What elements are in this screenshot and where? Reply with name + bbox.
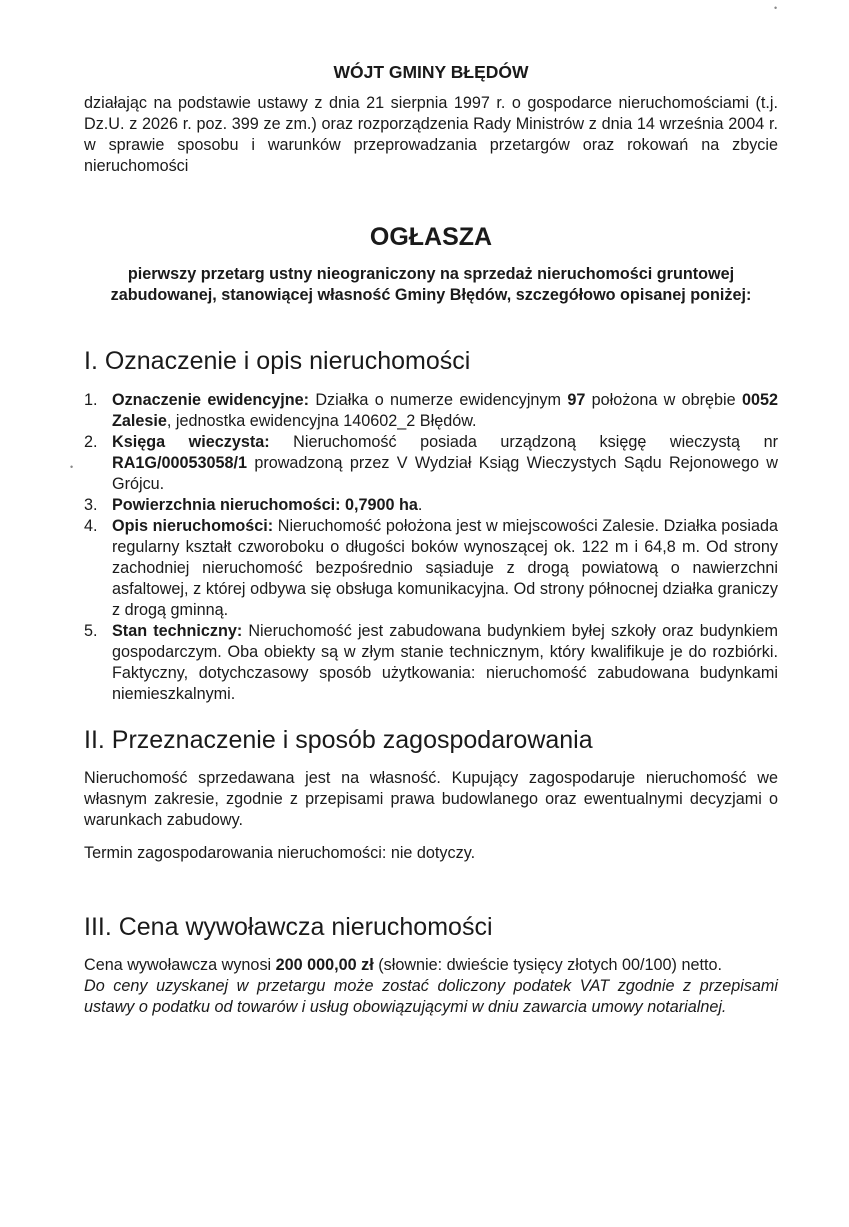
section-3-title: III. Cena wywoławcza nieruchomości — [84, 913, 493, 941]
list-item-number: 3. — [84, 496, 98, 514]
list-item-number: 5. — [84, 622, 98, 640]
announces-heading: OGŁASZA — [369, 223, 493, 251]
section-2-title: II. Przeznaczenie i sposób zagospodarowania — [84, 726, 593, 754]
price-prefix: Cena wywoławcza wynosi — [84, 956, 276, 974]
property-details-list — [84, 390, 778, 705]
item-text: położona w obrębie — [585, 391, 742, 409]
legal-basis-paragraph: działając na podstawie ustawy z dnia 21 sierpnia 1997 r. o gospodarce nieruchomościami (t.j. Dz.U. z 2026 r. poz. 399 ze zm.) oraz rozporządzenia Rady Ministrów z dnia 14 września 2004 r. w sprawie sposobu i warunków przeprowadzania przetargów oraz rokowań na zbycie nieruchomości — [84, 94, 778, 175]
section-1-title: I. Oznaczenie i opis nieruchomości — [84, 347, 471, 375]
list-item-number: 4. — [84, 517, 98, 535]
price-value: 200 000,00 zł — [275, 956, 374, 974]
vat-note: Do ceny uzyskanej w przetargu może zostać doliczony podatek VAT zgodnie z przepisami ustawy o podatku od towarów i usług obowiązującymi w dniu zawarcia umowy notarialnej. — [84, 977, 778, 1016]
item-text: prowadzoną przez V Wydział Ksiąg Wieczystych Sądu Rejonowego w Grójcu. — [112, 454, 778, 493]
precinct-name: 0052 Zalesie — [112, 391, 778, 430]
item-text: Nieruchomość posiada urządzoną księgę wieczystą nr — [269, 433, 778, 451]
list-item-land-register — [84, 432, 778, 495]
item-label: Powierzchnia nieruchomości: 0,7900 ha — [112, 496, 418, 514]
item-label: Stan techniczny: — [112, 622, 243, 640]
scan-speck: • — [70, 462, 74, 472]
list-item-area — [84, 495, 778, 516]
price-suffix: (słownie: dwieście tysięcy złotych 00/100) netto. — [373, 956, 722, 974]
item-text: . — [417, 496, 423, 514]
tender-subject: pierwszy przetarg ustny nieograniczony na sprzedaż nieruchomości gruntowej zabudowanej, stanowiącej własność Gminy Błędów, szczegółowo opisanej poniżej: — [110, 265, 752, 304]
list-item-designation — [84, 390, 778, 432]
list-item-technical-condition — [84, 621, 778, 705]
item-label: Oznaczenie ewidencyjne: — [112, 391, 310, 409]
purpose-paragraph: Nieruchomość sprzedawana jest na własność. Kupujący zagospodaruje nieruchomość we własnym zakresie, zgodnie z przepisami prawa budowlanego oraz ewentualnymi decyzjami o warunkach zabudowy. — [84, 769, 778, 829]
development-deadline: Termin zagospodarowania nieruchomości: nie dotyczy. — [84, 844, 476, 862]
starting-price-paragraph — [84, 955, 778, 976]
list-item-number: 2. — [84, 433, 98, 451]
scan-speck: • — [774, 3, 778, 13]
item-label: Księga wieczysta: — [112, 433, 270, 451]
list-item-number: 1. — [84, 391, 98, 409]
item-text: Nieruchomość jest zabudowana budynkiem byłej szkoły oraz budynkiem gospodarczym. Oba obiekty są w złym stanie technicznym, który kwalifikuje je do rozbiórki. Faktyczny, dotychczasowy sposób użytkowania: nieruchomość zabudowana budynkami niemieszkalnymi. — [112, 622, 778, 703]
parcel-number: 97 — [567, 391, 586, 409]
item-text: , jednostka ewidencyjna 140602_2 Błędów. — [166, 412, 477, 430]
land-register-number: RA1G/00053058/1 — [112, 454, 247, 472]
item-label: Opis nieruchomości: — [112, 517, 274, 535]
item-text: Działka o numerze ewidencyjnym — [309, 391, 568, 409]
item-text: Nieruchomość położona jest w miejscowości Zalesie. Działka posiada regularny kształt czworoboku o długości boków wynoszącej ok. 122 m i 64,8 m. Od strony zachodniej nieruchomość bezpośrednio sąsiaduje z drogą powiatową o nawierzchni asfaltowej, z której odbywa się obsługa komunikacyjna. Od strony północnej działka graniczy z drogą gminną. — [112, 517, 778, 619]
issuer-heading: WÓJT GMINY BŁĘDÓW — [333, 62, 529, 82]
list-item-description — [84, 516, 778, 621]
